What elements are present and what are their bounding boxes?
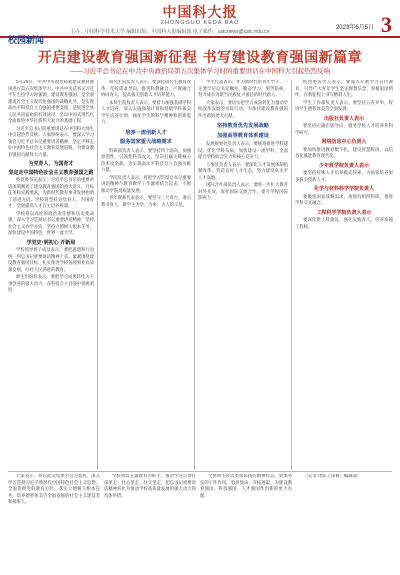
paragraph: （记者 团队 / 审核：编辑部） bbox=[304, 474, 362, 479]
paragraph: 师生们纷纷表示，要把学习成果转化为干事创业的强大动力，在科技自立自强中勇挑重担。 bbox=[8, 275, 94, 293]
box-heading: 网络信息中心负责人 bbox=[321, 139, 367, 145]
section-divider bbox=[8, 471, 392, 472]
paragraph: 本科生院负责人表示，要着力加强基础学科人才培养，深入实施强基计划和基础学科拔尖学生培养计划，强化学生的科学精神和创新能力。 bbox=[101, 100, 191, 125]
paragraph: 学生代表表示，作为新时代的青年学子，一定要牢记总书记嘱托，勤奋学习，刻苦钻研，努力成长为堪当民族复兴重任的时代新人。 bbox=[198, 80, 288, 98]
paragraph: 大家表示，要切实把学习成效转化为推动学校改革发展的实际行动，为加快建设教育强国作出新的更大贡献。 bbox=[198, 100, 288, 119]
column-4 bbox=[295, 80, 393, 472]
column-divider bbox=[97, 80, 98, 470]
paragraph: 5月29日，中共中央政治局就建设教育强国进行第五次集体学习。中共中央总书记习近平在主持学习时强调，建设教育强国，是全面建成社会主义现代化强国的战略先导，是实现高水平科技自立自强的重要支撑，是促进全体人民共同富裕的有效途径，是以中国式现代化全面推进中华民族伟大复兴的基础工程。 bbox=[8, 80, 94, 124]
paragraph: 学校将以高度的政治责任感和历史使命感，深入学习贯彻总书记重要讲话精神，坚持社会主义办学方向，坚持立德树人根本任务，加快建设中国特色、世界一流大学。 bbox=[8, 211, 94, 236]
paragraph: 学院负责人表示，将把学习贯彻总书记重要讲话精神与教育教学工作紧密结合起来，不断推动学院高质量发展。 bbox=[101, 175, 191, 194]
column-divider bbox=[291, 80, 292, 470]
masthead-info: 主办：中国科学技术大学 编辑出版：中国科大报编辑部 电子邮件：ustcnews@ustc.edu.cn bbox=[70, 29, 270, 35]
paragraph: 青年教师代表表示，要坚守三尺讲台，潜心教书育人，做学生为学、为事、为人的示范。 bbox=[101, 196, 191, 208]
paragraph: 学校领导班子成员表示，要把思想和行动统一到总书记重要讲话精神上来，紧紧围绕建设教育强国目标，扎实推进学校各项事业高质量发展，办好人民满意的教育。 bbox=[8, 248, 94, 273]
box-heading: 化学与材料科学学院负责人 bbox=[313, 186, 374, 192]
paragraph: 发展规划处负责人表示，要统筹推进学科建设，优化学科布局，加快建设一流学科，全面提升学校综合实力和核心竞争力。 bbox=[198, 142, 288, 160]
issue-date: 2023年6月5日 bbox=[335, 25, 374, 31]
paragraph: 研究生院负责人表示，要深化研究生教育改革，坚持需求导向，推进科教融合、产教融合协同育人，提高拔尖创新人才培养能力。 bbox=[101, 80, 191, 98]
paragraph: 习近平总书记的重要讲话在中国科大师生中引起热烈反响。大家纷纷表示，要深入学习领会习近平总书记重要讲话精神，坚定不移走好中国特色社会主义教育发展道路，为建设教育强国贡献科大力量。 bbox=[8, 126, 94, 158]
paragraph: 学校将以主题教育为抓手，推动学习贯彻往深里走、往心里走、往实里走，把总书记重要讲话精神转化为推动学校高质量发展的强大动力和具体举措。 bbox=[104, 474, 196, 499]
subheading: 坚定走中国特色社会主义教育强国之路 bbox=[8, 169, 94, 176]
subheading: 为党育人、为国育才 bbox=[28, 161, 74, 167]
paragraph: 要坚持特殊人才培养模式探索，为国家培养更多拔尖创新人才。 bbox=[295, 171, 393, 183]
headline-title: 开启建设教育强国新征程 书写建设教育强国新篇章 bbox=[37, 50, 363, 66]
bottom-column-1 bbox=[8, 474, 100, 569]
paragraph: 要聚焦国家战略需求，加强有组织科研，推进学科交叉融合。 bbox=[295, 194, 393, 206]
column-3 bbox=[198, 80, 288, 472]
paragraph: 校团委负责人表示，要深入开展学习宣传教育，引导广大青年学生坚定理想信念，厚植家国情怀，在新征程上书写精彩人生。 bbox=[295, 80, 393, 98]
paragraph: 要坚持正确出版导向，服务学校人才培养和科学研究。 bbox=[295, 124, 393, 136]
headline-subtitle: ——习近平总书记在中共中央政治局第五次集体学习时的重要讲话在中国科大引起热烈反响 bbox=[70, 67, 330, 75]
subheading: 学党史·明初心 开新局 bbox=[26, 239, 76, 246]
paragraph: 科研部负责人表示，要坚持四个面向，加强原创性、引领性科技攻关，坚决打赢关键核心技术攻坚战，为实现高水平科技自立自强贡献力量。 bbox=[101, 148, 191, 173]
column-2 bbox=[101, 80, 191, 472]
paragraph: 大家表示，将以此次集体学习为契机，深入学习贯彻习近平新时代中国特色社会主义思想，全面贯彻党的教育方针，落实立德树人根本任务，培养德智体美劳全面发展的社会主义建设者和接班人。 bbox=[8, 474, 100, 505]
logo-english: ZHONGGUO KEDA BAO bbox=[160, 20, 240, 26]
subheading: 加强高等教育体系建设 bbox=[217, 132, 269, 139]
bottom-column-3 bbox=[200, 474, 292, 569]
masthead bbox=[0, 0, 400, 38]
column-1 bbox=[8, 80, 94, 472]
box-heading: 工程科学学院负责人表示 bbox=[316, 209, 372, 216]
subheading: 培养一流创新人才 bbox=[125, 129, 167, 136]
paragraph: 要加快推进教育数字化，建设智慧校园，以信息化赋能教育现代化。 bbox=[295, 147, 393, 159]
paragraph: 学生工作部负责人表示，要坚持五育并举，促进学生德智体美劳全面发展。 bbox=[295, 100, 393, 112]
paragraph: 全体师生将以更加昂扬的精神状态、更加务实的工作作风，勇担使命、开拓进取，为建设教育强国、科技强国、人才强国作出新的更大贡献。 bbox=[200, 474, 292, 499]
page-number: 3 bbox=[381, 12, 392, 37]
box-heading: 少年班学院负责人表示 bbox=[318, 162, 369, 169]
box-heading: 出版社负责人表示 bbox=[323, 115, 364, 122]
subheading: 服务国家重大战略需求 bbox=[120, 139, 172, 145]
subheading: 坚持教育优先发展战略 bbox=[217, 123, 269, 129]
bottom-column-4 bbox=[296, 474, 393, 569]
bottom-column-2 bbox=[104, 474, 196, 569]
section-label: 校园新闻 bbox=[8, 36, 45, 46]
paragraph: 校党委书记表示，习近平总书记的重要讲话深刻阐述了建设教育强国的重大意义、目标任务和实践要求，为新时代教育事业发展指明了前进方向。学校将坚持为党育人、为国育才，全面提高人才自主培养质量。 bbox=[8, 178, 94, 209]
paragraph: 人事处负责人表示，要深化人才发展体制机制改革，营造良好人才生态，努力建设高水平人才高地。 bbox=[198, 162, 288, 181]
paragraph: 国际合作部负责人表示，要进一步扩大教育对外开放，深化国际交流合作，提升学校国际影响力。 bbox=[198, 183, 288, 201]
logo-chinese: 中国科大报 bbox=[162, 5, 238, 21]
paragraph: 要深化新工科建设，强化实践育人，培养卓越工程师。 bbox=[295, 218, 393, 230]
column-divider bbox=[194, 80, 195, 470]
